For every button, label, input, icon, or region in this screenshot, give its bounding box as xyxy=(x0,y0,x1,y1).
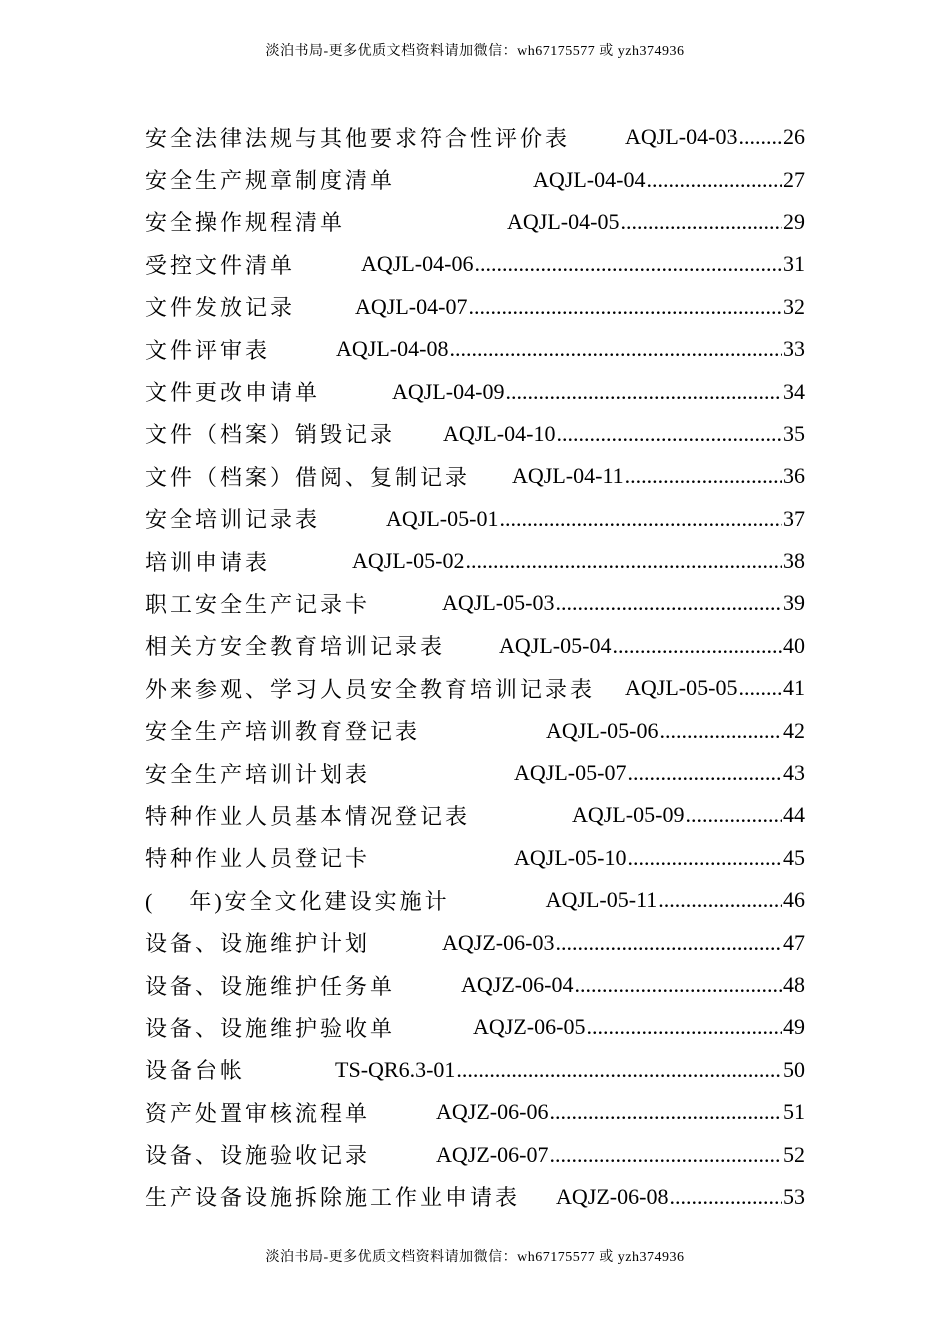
toc-entry[interactable] xyxy=(145,116,805,158)
toc-entry-code: AQJL-04-03 xyxy=(625,124,738,150)
toc-entry-code: AQJZ-06-06 xyxy=(436,1099,549,1125)
toc-entry-page-number: 44 xyxy=(783,802,805,828)
toc-entry-code: AQJZ-06-07 xyxy=(436,1141,549,1167)
toc-entry[interactable] xyxy=(145,243,805,285)
toc-entry-code: AQJL-05-10 xyxy=(514,844,627,870)
toc-entry-title: 文件（档案）借阅、复制记录 xyxy=(145,464,471,490)
toc-entry-code: AQJZ-06-05 xyxy=(473,1014,586,1040)
toc-entry-code: AQJL-05-09 xyxy=(572,802,685,828)
toc-entry-page-number: 35 xyxy=(783,420,805,446)
toc-entry-title: 安全操作规程清单 xyxy=(145,210,346,236)
toc-entry-page-number: 49 xyxy=(783,1014,805,1040)
toc-entry-page-number: 52 xyxy=(783,1141,805,1167)
toc-entry-page-number: 31 xyxy=(783,251,805,277)
dot-leader xyxy=(586,1014,782,1040)
toc-entry[interactable] xyxy=(145,879,805,921)
toc-entry-code: AQJL-04-06 xyxy=(361,251,474,277)
toc-entry-code: AQJZ-06-04 xyxy=(461,972,574,997)
toc-entry-title: 文件更改申请单 xyxy=(145,380,321,406)
toc-entry[interactable] xyxy=(145,370,805,412)
toc-entry[interactable] xyxy=(145,158,805,200)
toc-entry-page-number: 36 xyxy=(783,463,805,489)
dot-leader xyxy=(658,887,782,913)
dot-leader xyxy=(612,633,782,659)
page-header: 淡泊书局-更多优质文档资料请加微信：wh67175577 或 yzh374936 xyxy=(265,44,685,59)
toc-entry[interactable] xyxy=(145,582,805,624)
dot-leader xyxy=(625,463,782,489)
toc-entry-code: AQJL-05-11 xyxy=(545,887,658,913)
toc-entry[interactable] xyxy=(145,709,805,751)
dot-leader xyxy=(474,251,782,277)
dot-leader xyxy=(555,930,782,956)
dot-leader xyxy=(549,1099,782,1125)
toc-entry-code: AQJZ-06-03 xyxy=(442,929,555,955)
toc-entry[interactable] xyxy=(145,1091,805,1133)
toc-entry-code: AQJL-04-04 xyxy=(533,166,646,192)
dot-leader xyxy=(627,760,782,786)
toc-entry[interactable] xyxy=(145,540,805,582)
toc-entry-title: 设备、设施维护任务单 xyxy=(145,973,396,999)
toc-entry-page-number: 40 xyxy=(783,632,805,658)
toc-entry-code: AQJL-05-04 xyxy=(499,632,612,658)
toc-entry-title: 职工安全生产记录卡 xyxy=(145,591,371,617)
toc-entry[interactable] xyxy=(145,455,805,497)
dot-leader xyxy=(449,336,782,362)
toc-entry[interactable] xyxy=(145,625,805,667)
toc-entry[interactable] xyxy=(145,1006,805,1048)
toc-entry-title: 受控文件清单 xyxy=(145,252,296,278)
toc-entry-code: AQJL-04-11 xyxy=(512,463,624,489)
toc-entry[interactable] xyxy=(145,964,805,1006)
toc-entry-page-number: 34 xyxy=(783,378,805,404)
toc-entry[interactable] xyxy=(145,794,805,836)
toc-entry-code: AQJL-05-01 xyxy=(386,505,499,531)
dot-leader xyxy=(556,421,782,447)
dot-leader xyxy=(505,379,782,405)
toc-entry-page-number: 37 xyxy=(783,505,805,531)
table-of-contents xyxy=(145,116,805,1218)
toc-entry-title: 设备、设施维护验收单 xyxy=(145,1015,396,1041)
toc-entry-title: 文件（档案）销毁记录 xyxy=(145,422,396,448)
toc-entry-title: 特种作业人员基本情况登记表 xyxy=(145,803,471,829)
toc-entry-page-number: 32 xyxy=(783,293,805,319)
toc-entry[interactable] xyxy=(145,921,805,963)
page-footer: 淡泊书局-更多优质文档资料请加微信：wh67175577 或 yzh374936 xyxy=(265,1250,685,1265)
toc-entry-code: AQJL-05-07 xyxy=(514,760,627,786)
toc-entry[interactable] xyxy=(145,201,805,243)
toc-entry-page-number: 46 xyxy=(783,887,805,913)
toc-entry[interactable] xyxy=(145,328,805,370)
toc-entry-title: 安全培训记录表 xyxy=(145,507,321,533)
dot-leader xyxy=(549,1142,782,1168)
toc-entry-page-number: 38 xyxy=(783,548,805,574)
toc-entry-code: AQJL-04-05 xyxy=(507,208,620,234)
toc-entry-title: ( 年)安全文化建设实施计 xyxy=(145,888,450,914)
toc-entry-page-number: 43 xyxy=(783,760,805,786)
toc-entry-title: 文件发放记录 xyxy=(145,295,296,321)
toc-entry-code: AQJL-05-06 xyxy=(546,717,659,743)
toc-entry-code: AQJL-04-09 xyxy=(392,378,505,404)
toc-entry-page-number: 47 xyxy=(783,929,805,955)
toc-entry-title: 相关方安全教育培训记录表 xyxy=(145,634,446,660)
toc-entry[interactable] xyxy=(145,667,805,709)
dot-leader xyxy=(456,1057,782,1083)
toc-entry-title: 安全生产培训教育登记表 xyxy=(145,719,421,745)
toc-entry-code: AQJL-04-10 xyxy=(443,420,556,446)
dot-leader xyxy=(620,209,782,235)
dot-leader xyxy=(627,845,782,871)
toc-entry[interactable] xyxy=(145,1176,805,1218)
dot-leader xyxy=(555,590,782,616)
toc-entry-page-number: 27 xyxy=(783,166,805,192)
toc-entry-title: 文件评审表 xyxy=(145,337,271,363)
dot-leader xyxy=(574,972,782,998)
toc-entry[interactable] xyxy=(145,1133,805,1175)
toc-entry-title: 资产处置审核流程单 xyxy=(145,1100,371,1126)
toc-entry-title: 生产设备设施拆除施工作业申请表 xyxy=(145,1185,521,1211)
dot-leader xyxy=(738,675,782,701)
dot-leader xyxy=(499,506,782,532)
toc-entry-code: AQJL-05-02 xyxy=(352,548,465,574)
toc-entry-title: 设备、设施维护计划 xyxy=(145,931,371,957)
dot-leader xyxy=(659,718,782,744)
toc-entry[interactable] xyxy=(145,413,805,455)
toc-entry-page-number: 26 xyxy=(783,124,805,150)
toc-entry-title: 安全生产规章制度清单 xyxy=(145,168,396,194)
toc-entry-page-number: 42 xyxy=(783,717,805,743)
toc-entry-code: AQJL-04-07 xyxy=(355,293,468,319)
toc-entry-page-number: 29 xyxy=(783,208,805,234)
dot-leader xyxy=(669,1184,782,1210)
toc-entry-code: AQJL-05-05 xyxy=(625,675,738,701)
toc-entry-code: AQJL-05-03 xyxy=(442,590,555,616)
toc-entry-code: AQJZ-06-08 xyxy=(556,1183,669,1209)
toc-entry-page-number: 33 xyxy=(783,336,805,362)
toc-entry-title: 安全生产培训计划表 xyxy=(145,761,371,787)
dot-leader xyxy=(738,124,782,150)
toc-entry[interactable] xyxy=(145,498,805,540)
toc-entry[interactable] xyxy=(145,752,805,794)
toc-entry-page-number: 39 xyxy=(783,590,805,616)
toc-entry-title: 外来参观、学习人员安全教育培训记录表 xyxy=(145,676,596,702)
toc-entry-page-number: 50 xyxy=(783,1056,805,1082)
toc-entry[interactable] xyxy=(145,286,805,328)
toc-entry-title: 安全法律法规与其他要求符合性评价表 xyxy=(145,125,571,151)
toc-entry-page-number: 51 xyxy=(783,1099,805,1125)
dot-leader xyxy=(685,802,782,828)
toc-entry-code: AQJL-04-08 xyxy=(336,336,449,362)
toc-entry-title: 特种作业人员登记卡 xyxy=(145,846,371,872)
toc-entry-title: 设备、设施验收记录 xyxy=(145,1143,371,1169)
toc-entry-title: 培训申请表 xyxy=(145,549,271,575)
dot-leader xyxy=(646,167,782,193)
toc-entry-page-number: 48 xyxy=(783,972,805,997)
toc-entry[interactable] xyxy=(145,1049,805,1091)
toc-entry-page-number: 53 xyxy=(783,1183,805,1209)
dot-leader xyxy=(465,548,782,574)
toc-entry-code: TS-QR6.3-01 xyxy=(335,1056,456,1082)
dot-leader xyxy=(468,294,782,320)
toc-entry[interactable] xyxy=(145,837,805,879)
toc-entry-title: 设备台帐 xyxy=(145,1058,246,1084)
toc-entry-page-number: 41 xyxy=(783,675,805,701)
toc-entry-page-number: 45 xyxy=(783,844,805,870)
